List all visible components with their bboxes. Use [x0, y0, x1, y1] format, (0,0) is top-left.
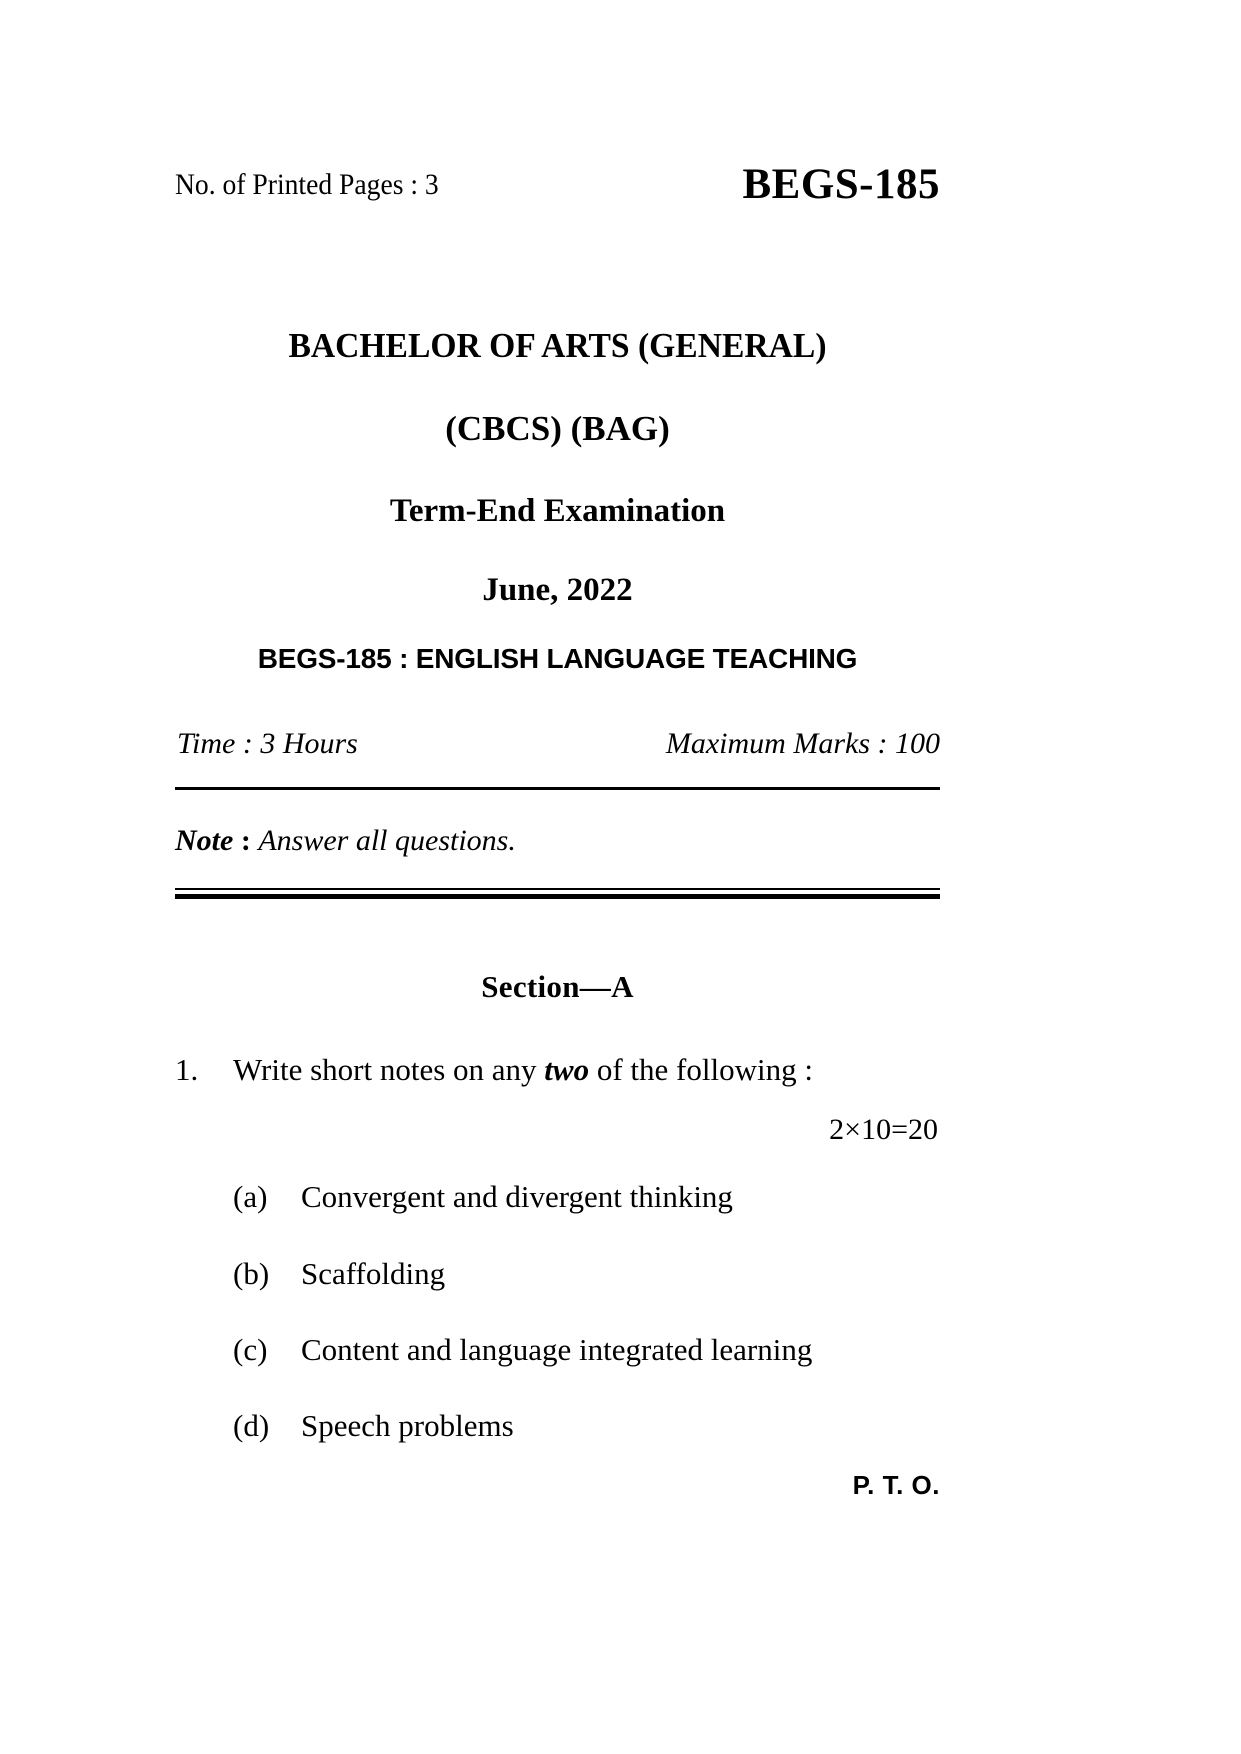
question-1-marks: 2×10=20 — [829, 1113, 938, 1147]
maximum-marks: Maximum Marks : 100 — [665, 727, 940, 761]
examination-title: Term-End Examination — [389, 492, 726, 529]
question-1-text-part-1: Write short notes on any — [233, 1052, 545, 1088]
question-1-emphasis: two — [544, 1052, 590, 1088]
examination-session: June, 2022 — [482, 571, 633, 608]
sub-item-c — [175, 1330, 940, 1370]
note-colon: : — [233, 824, 259, 858]
scheme-title: (CBCS) (BAG) — [445, 409, 670, 449]
note-row — [175, 824, 940, 858]
sub-item-d-label: (d) — [233, 1408, 270, 1444]
rule-thick-line — [175, 894, 940, 899]
sub-item-a — [175, 1177, 940, 1217]
exam-meta-row — [175, 727, 940, 769]
question-1-sub-items — [175, 1177, 940, 1446]
question-1-text-part-2: of the following : — [589, 1052, 813, 1088]
question-1-number: 1. — [175, 1052, 199, 1088]
horizontal-rule-single — [175, 787, 940, 790]
sub-item-d-text: Speech problems — [301, 1408, 514, 1444]
note-text: Answer all questions. — [258, 824, 516, 858]
title-block — [175, 325, 940, 675]
sub-item-a-label: (a) — [233, 1179, 268, 1215]
paper-code-heading: BEGS-185 — [742, 161, 940, 208]
sub-item-b — [175, 1254, 940, 1294]
sub-item-b-text: Scaffolding — [301, 1255, 446, 1291]
page-header — [175, 160, 940, 230]
sub-item-c-text: Content and language integrated learning — [301, 1331, 813, 1367]
time-allowed: Time : 3 Hours — [177, 727, 358, 761]
question-1-text — [233, 1049, 940, 1091]
question-1 — [175, 1049, 940, 1091]
note-label: Note — [175, 824, 234, 858]
sub-item-b-label: (b) — [233, 1255, 270, 1291]
horizontal-rule-double — [175, 888, 940, 897]
page-turn-over-notice: P. T. O. — [852, 1470, 940, 1500]
sub-item-a-text: Convergent and divergent thinking — [301, 1179, 733, 1215]
page-content-column — [175, 0, 940, 1500]
sub-item-c-label: (c) — [233, 1331, 268, 1367]
course-title: BEGS-185 : ENGLISH LANGUAGE TEACHING — [257, 643, 858, 675]
degree-title: BACHELOR OF ARTS (GENERAL) — [288, 326, 827, 365]
sub-item-d — [175, 1406, 940, 1446]
printed-pages-label: No. of Printed Pages : 3 — [175, 168, 439, 201]
section-a-heading: Section—A — [481, 969, 634, 1005]
